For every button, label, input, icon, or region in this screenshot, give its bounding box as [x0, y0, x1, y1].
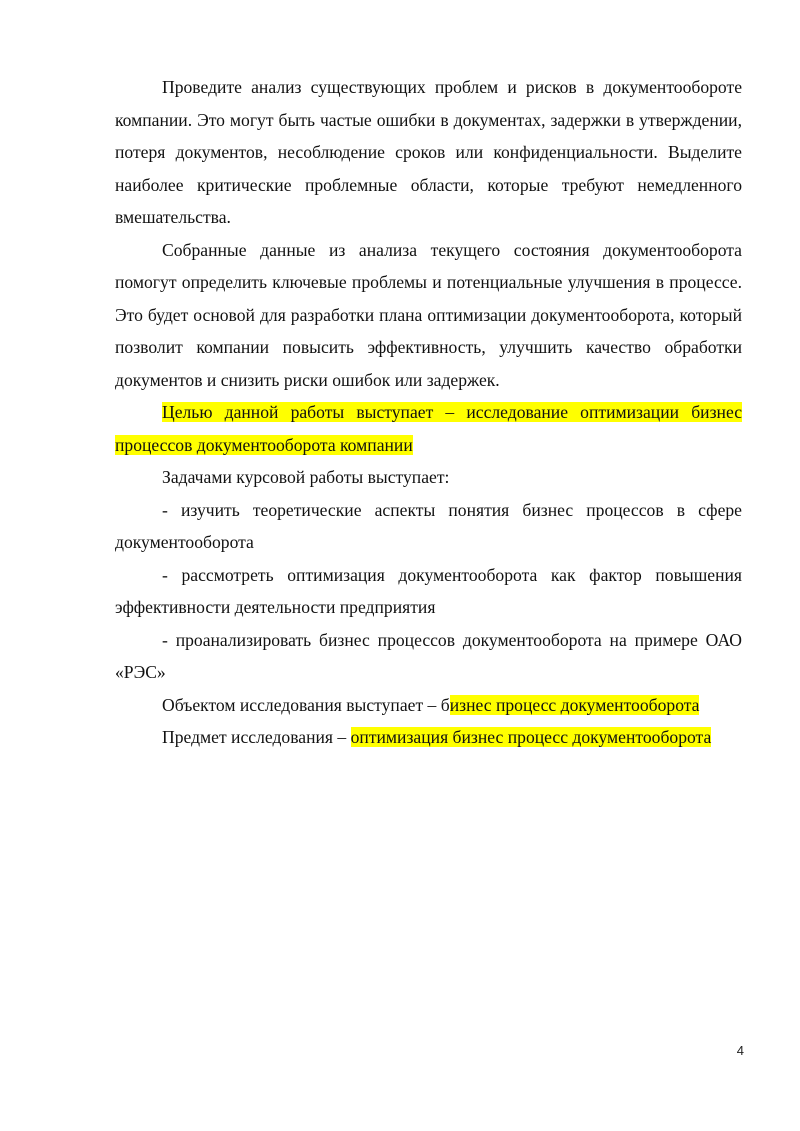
paragraph-goal [115, 396, 742, 461]
page-number: 4 [736, 1043, 744, 1058]
paragraph-text: Собранные данные из анализа текущего состояния документооборота помогут определить ключевые проблемы и потенциальные улучшения в процессе. Это будет основой для разработки плана оптимизации документооборота, который позволит компании повысить эффективность, улучшить качество обработки документов и снизить риски ошибок или задержек. [115, 239, 742, 390]
list-item-text: - изучить теоретические аспекты понятия бизнес процессов в сфере документооборота [115, 499, 742, 552]
list-item-task-1 [115, 494, 742, 559]
paragraph-text: Проведите анализ существующих проблем и рисков в документообороте компании. Это могут быть частые ошибки в документах, задержки в утверждении, потеря документов, несоблюдение сроков или конфиденциальности. Выделите наиболее критические проблемные области, которые требуют немедленного вмешательства. [115, 77, 742, 227]
highlighted-object-text: изнес процесс документооборота [449, 694, 700, 715]
paragraph-research-subject [115, 721, 742, 754]
paragraph-text: Предмет исследования – [162, 727, 351, 747]
list-item-task-2 [115, 559, 742, 624]
highlighted-subject-text: оптимизация бизнес процесс документооборота [350, 727, 712, 747]
paragraph-collected-data [115, 234, 742, 397]
paragraph-problem-analysis [115, 71, 742, 234]
paragraph-text: Объектом исследования выступает – б [162, 694, 450, 715]
paragraph-tasks-heading [115, 461, 742, 494]
list-item-task-3 [115, 624, 742, 689]
document-body [115, 71, 742, 754]
paragraph-research-object [115, 689, 742, 722]
highlighted-goal-text: Целью данной работы выступает – исследование оптимизации бизнес процессов документооборота компании [115, 402, 742, 455]
paragraph-text: Задачами курсовой работы выступает: [162, 467, 450, 487]
list-item-text: - рассмотреть оптимизация документооборота как фактор повышения эффективности деятельности предприятия [115, 564, 742, 617]
list-item-text: - проанализировать бизнес процессов документооборота на примере ОАО «РЭС» [115, 629, 742, 682]
